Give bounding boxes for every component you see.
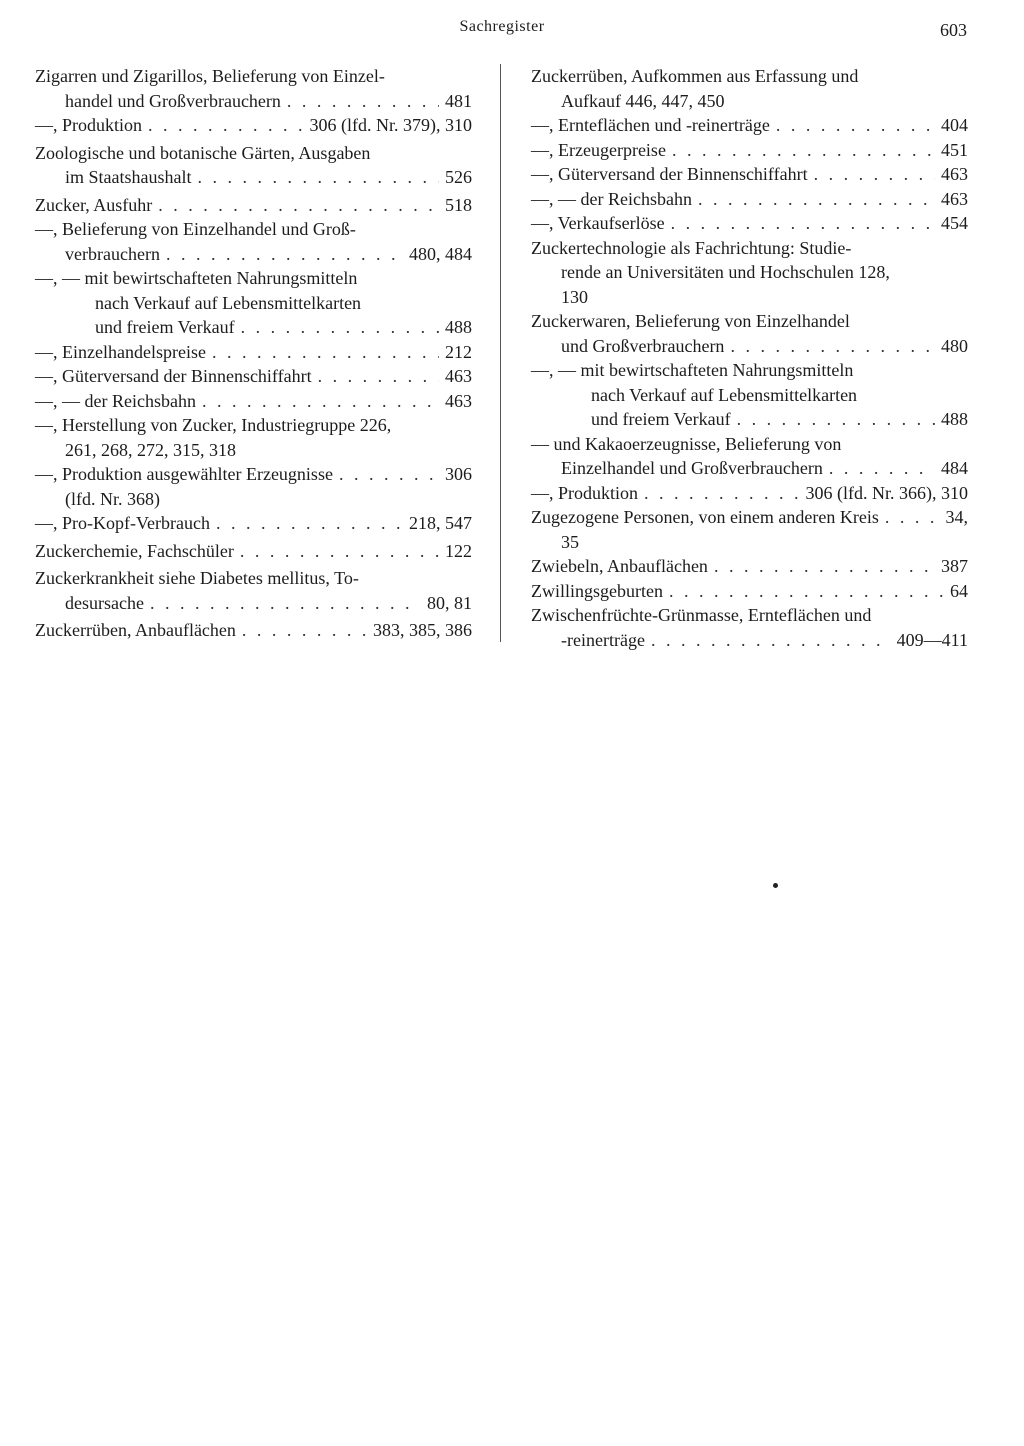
page-reference: 404: [941, 115, 968, 135]
index-term: und freiem Verkauf: [591, 409, 731, 429]
page-reference: 463: [941, 188, 968, 209]
dot-leader: [240, 539, 439, 564]
index-entry-line: [35, 291, 472, 316]
index-term: 261, 268, 272, 315, 318: [65, 439, 236, 460]
index-term: —, Verkaufserlöse: [531, 213, 665, 233]
index-term: Zuckerchemie, Fachschüler: [35, 540, 234, 561]
index-entry-line: [531, 505, 968, 530]
dot-leader: [829, 456, 935, 481]
dot-leader: [242, 618, 367, 643]
index-entry-line: [531, 358, 968, 383]
index-entry-line: [531, 236, 968, 261]
index-term: —, — mit bewirtschafteten Nahrungsmitteln: [531, 360, 854, 380]
index-entry-line: [35, 64, 472, 89]
index-term: —, Ernteflächen und -reinerträge: [531, 115, 770, 135]
index-term: —, Einzelhandelspreise: [35, 341, 206, 362]
index-entry-line: [35, 591, 472, 616]
index-entry-line: [531, 309, 968, 334]
dot-leader: [202, 389, 439, 414]
index-term: Zoologische und botanische Gärten, Ausgaben: [35, 142, 371, 163]
index-entry-line: [35, 315, 472, 340]
dot-leader: [644, 481, 800, 506]
index-term: —, Belieferung von Einzelhandel und Groß-: [35, 219, 356, 239]
index-term: nach Verkauf auf Lebensmittelkarten: [591, 384, 858, 405]
index-entry-line: [531, 603, 968, 628]
index-term: nach Verkauf auf Lebensmittelkarten: [95, 292, 362, 313]
index-entry-line: [531, 89, 968, 114]
index-entry-line: [35, 217, 472, 242]
index-entry-line: [35, 438, 472, 463]
index-entry-line: [35, 566, 472, 591]
index-entry-line: [531, 579, 968, 604]
page-reference: 454: [941, 213, 968, 233]
page-reference: 488: [941, 409, 968, 429]
index-term: Zwischenfrüchte-Grünmasse, Ernteflächen und: [531, 605, 872, 625]
index-entry-line: [531, 162, 968, 187]
index-term: Zwiebeln, Anbauflächen: [531, 556, 708, 576]
index-entry-line: [35, 511, 472, 536]
index-column-left: [35, 64, 472, 643]
index-entry-line: [531, 432, 968, 457]
page-reference: 306 (lfd. Nr. 379), 310: [309, 115, 472, 135]
dot-leader: [885, 505, 940, 530]
page-reference: 212: [445, 341, 472, 362]
dot-leader: [212, 340, 439, 365]
page-reference: 480: [941, 335, 968, 356]
page-reference: 481: [445, 90, 472, 111]
page-reference: 80, 81: [427, 592, 472, 613]
index-entry-line: [35, 193, 472, 218]
index-term: —, Herstellung von Zucker, Industriegruppe 226,: [35, 415, 392, 435]
index-entry-line: [531, 260, 968, 285]
page-reference: 463: [445, 366, 472, 386]
index-term: Zugezogene Personen, von einem anderen Kreis: [531, 507, 879, 527]
page-number: 603: [940, 20, 967, 40]
page-reference: 480, 484: [409, 243, 472, 264]
index-entry-line: [35, 389, 472, 414]
index-entry-line: [35, 165, 472, 190]
dot-leader: [698, 187, 935, 212]
page-reference: 463: [941, 164, 968, 184]
page-reference: 409—411: [896, 629, 968, 650]
index-term: —, Erzeugerpreise: [531, 139, 666, 160]
dot-leader: [318, 364, 439, 389]
index-term: Zwillingsgeburten: [531, 580, 663, 601]
dot-leader: [730, 334, 935, 359]
page-reference: 64: [950, 580, 968, 601]
index-term: — und Kakaoerzeugnisse, Belieferung von: [531, 433, 842, 454]
index-term: Zuckertechnologie als Fachrichtung: Studie-: [531, 237, 852, 258]
dot-leader: [148, 113, 304, 138]
index-entry-line: [35, 539, 472, 564]
index-term: verbrauchern: [65, 243, 160, 264]
index-term: —, Güterversand der Binnenschiffahrt: [35, 366, 312, 386]
index-term: desursache: [65, 592, 144, 613]
page-reference: 518: [445, 194, 472, 215]
index-entry-line: [35, 242, 472, 267]
index-entry-line: [531, 628, 968, 653]
index-entry-line: [531, 211, 968, 236]
dot-leader: [339, 462, 439, 487]
index-term: Einzelhandel und Großverbrauchern: [561, 458, 823, 478]
index-term: (lfd. Nr. 368): [65, 488, 160, 509]
column-divider: [500, 64, 501, 642]
index-term: rende an Universitäten und Hochschulen 128,: [561, 262, 890, 282]
index-entry-line: [531, 530, 968, 555]
index-entry-line: [531, 407, 968, 432]
dot-leader: [651, 628, 891, 653]
index-entry-line: [35, 141, 472, 166]
index-term: Aufkauf 446, 447, 450: [561, 90, 725, 111]
index-term: Zuckerrüben, Aufkommen aus Erfassung und: [531, 66, 859, 86]
page-header-title: Sachregister: [459, 18, 545, 35]
dot-leader: [158, 193, 439, 218]
page-reference: 526: [445, 167, 472, 187]
page-reference: 383, 385, 386: [373, 620, 472, 640]
page-reference: 387: [941, 556, 968, 576]
dot-leader: [150, 591, 421, 616]
dot-leader: [714, 554, 935, 579]
page-reference: 488: [445, 317, 472, 337]
index-term: 130: [561, 286, 588, 307]
index-entry-line: [35, 113, 472, 138]
page-reference: 34,: [945, 507, 968, 527]
dot-leader: [672, 138, 935, 163]
dot-leader: [671, 211, 935, 236]
page-reference: 306: [445, 464, 472, 484]
index-entry-line: [531, 187, 968, 212]
index-entry-line: [35, 618, 472, 643]
dot-leader: [287, 89, 439, 114]
index-term: 35: [561, 531, 579, 552]
index-entry-line: [35, 89, 472, 114]
index-term: Zucker, Ausfuhr: [35, 194, 153, 215]
index-term: —, Produktion: [531, 482, 639, 503]
index-entry-line: [531, 113, 968, 138]
index-term: Zuckerrüben, Anbauflächen: [35, 620, 236, 640]
index-term: —, Pro-Kopf-Verbrauch: [35, 513, 210, 533]
index-entry-line: [35, 487, 472, 512]
index-entry-line: [531, 481, 968, 506]
index-column-right: [531, 64, 968, 652]
stray-ink-dot: [773, 883, 778, 888]
index-term: Zuckerwaren, Belieferung von Einzelhandel: [531, 311, 850, 331]
dot-leader: [216, 511, 403, 536]
index-term: —, Produktion: [35, 115, 143, 135]
index-entry-line: [531, 554, 968, 579]
index-entry-line: [531, 456, 968, 481]
page-reference: 451: [941, 139, 968, 160]
index-term: —, — der Reichsbahn: [531, 188, 692, 209]
index-entry-line: [531, 383, 968, 408]
dot-leader: [776, 113, 935, 138]
index-entry-line: [35, 266, 472, 291]
dot-leader: [669, 579, 944, 604]
index-term: —, — der Reichsbahn: [35, 390, 196, 411]
index-term: -reinerträge: [561, 629, 645, 650]
index-entry-line: [35, 413, 472, 438]
page-reference: 218, 547: [409, 513, 472, 533]
dot-leader: [241, 315, 439, 340]
index-term: Zigarren und Zigarillos, Belieferung von Einzel-: [35, 66, 385, 86]
dot-leader: [814, 162, 935, 187]
index-term: im Staatshaushalt: [65, 167, 192, 187]
dot-leader: [737, 407, 935, 432]
index-entry-line: [531, 334, 968, 359]
index-term: —, — mit bewirtschafteten Nahrungsmitteln: [35, 268, 358, 288]
index-term: und Großverbrauchern: [561, 335, 725, 356]
index-entry-line: [531, 64, 968, 89]
index-entry-line: [35, 462, 472, 487]
dot-leader: [166, 242, 403, 267]
index-entry-line: [531, 285, 968, 310]
page-reference: 122: [445, 540, 472, 561]
index-term: Zuckerkrankheit siehe Diabetes mellitus, To-: [35, 568, 359, 588]
index-entry-line: [35, 364, 472, 389]
index-entry-line: [35, 340, 472, 365]
index-entry-line: [531, 138, 968, 163]
dot-leader: [197, 165, 439, 190]
page-reference: 484: [941, 458, 968, 478]
index-term: und freiem Verkauf: [95, 317, 235, 337]
index-term: —, Produktion ausgewählter Erzeugnisse: [35, 464, 333, 484]
index-term: handel und Großverbrauchern: [65, 90, 281, 111]
page-reference: 306 (lfd. Nr. 366), 310: [805, 482, 968, 503]
page-reference: 463: [445, 390, 472, 411]
index-term: —, Güterversand der Binnenschiffahrt: [531, 164, 808, 184]
